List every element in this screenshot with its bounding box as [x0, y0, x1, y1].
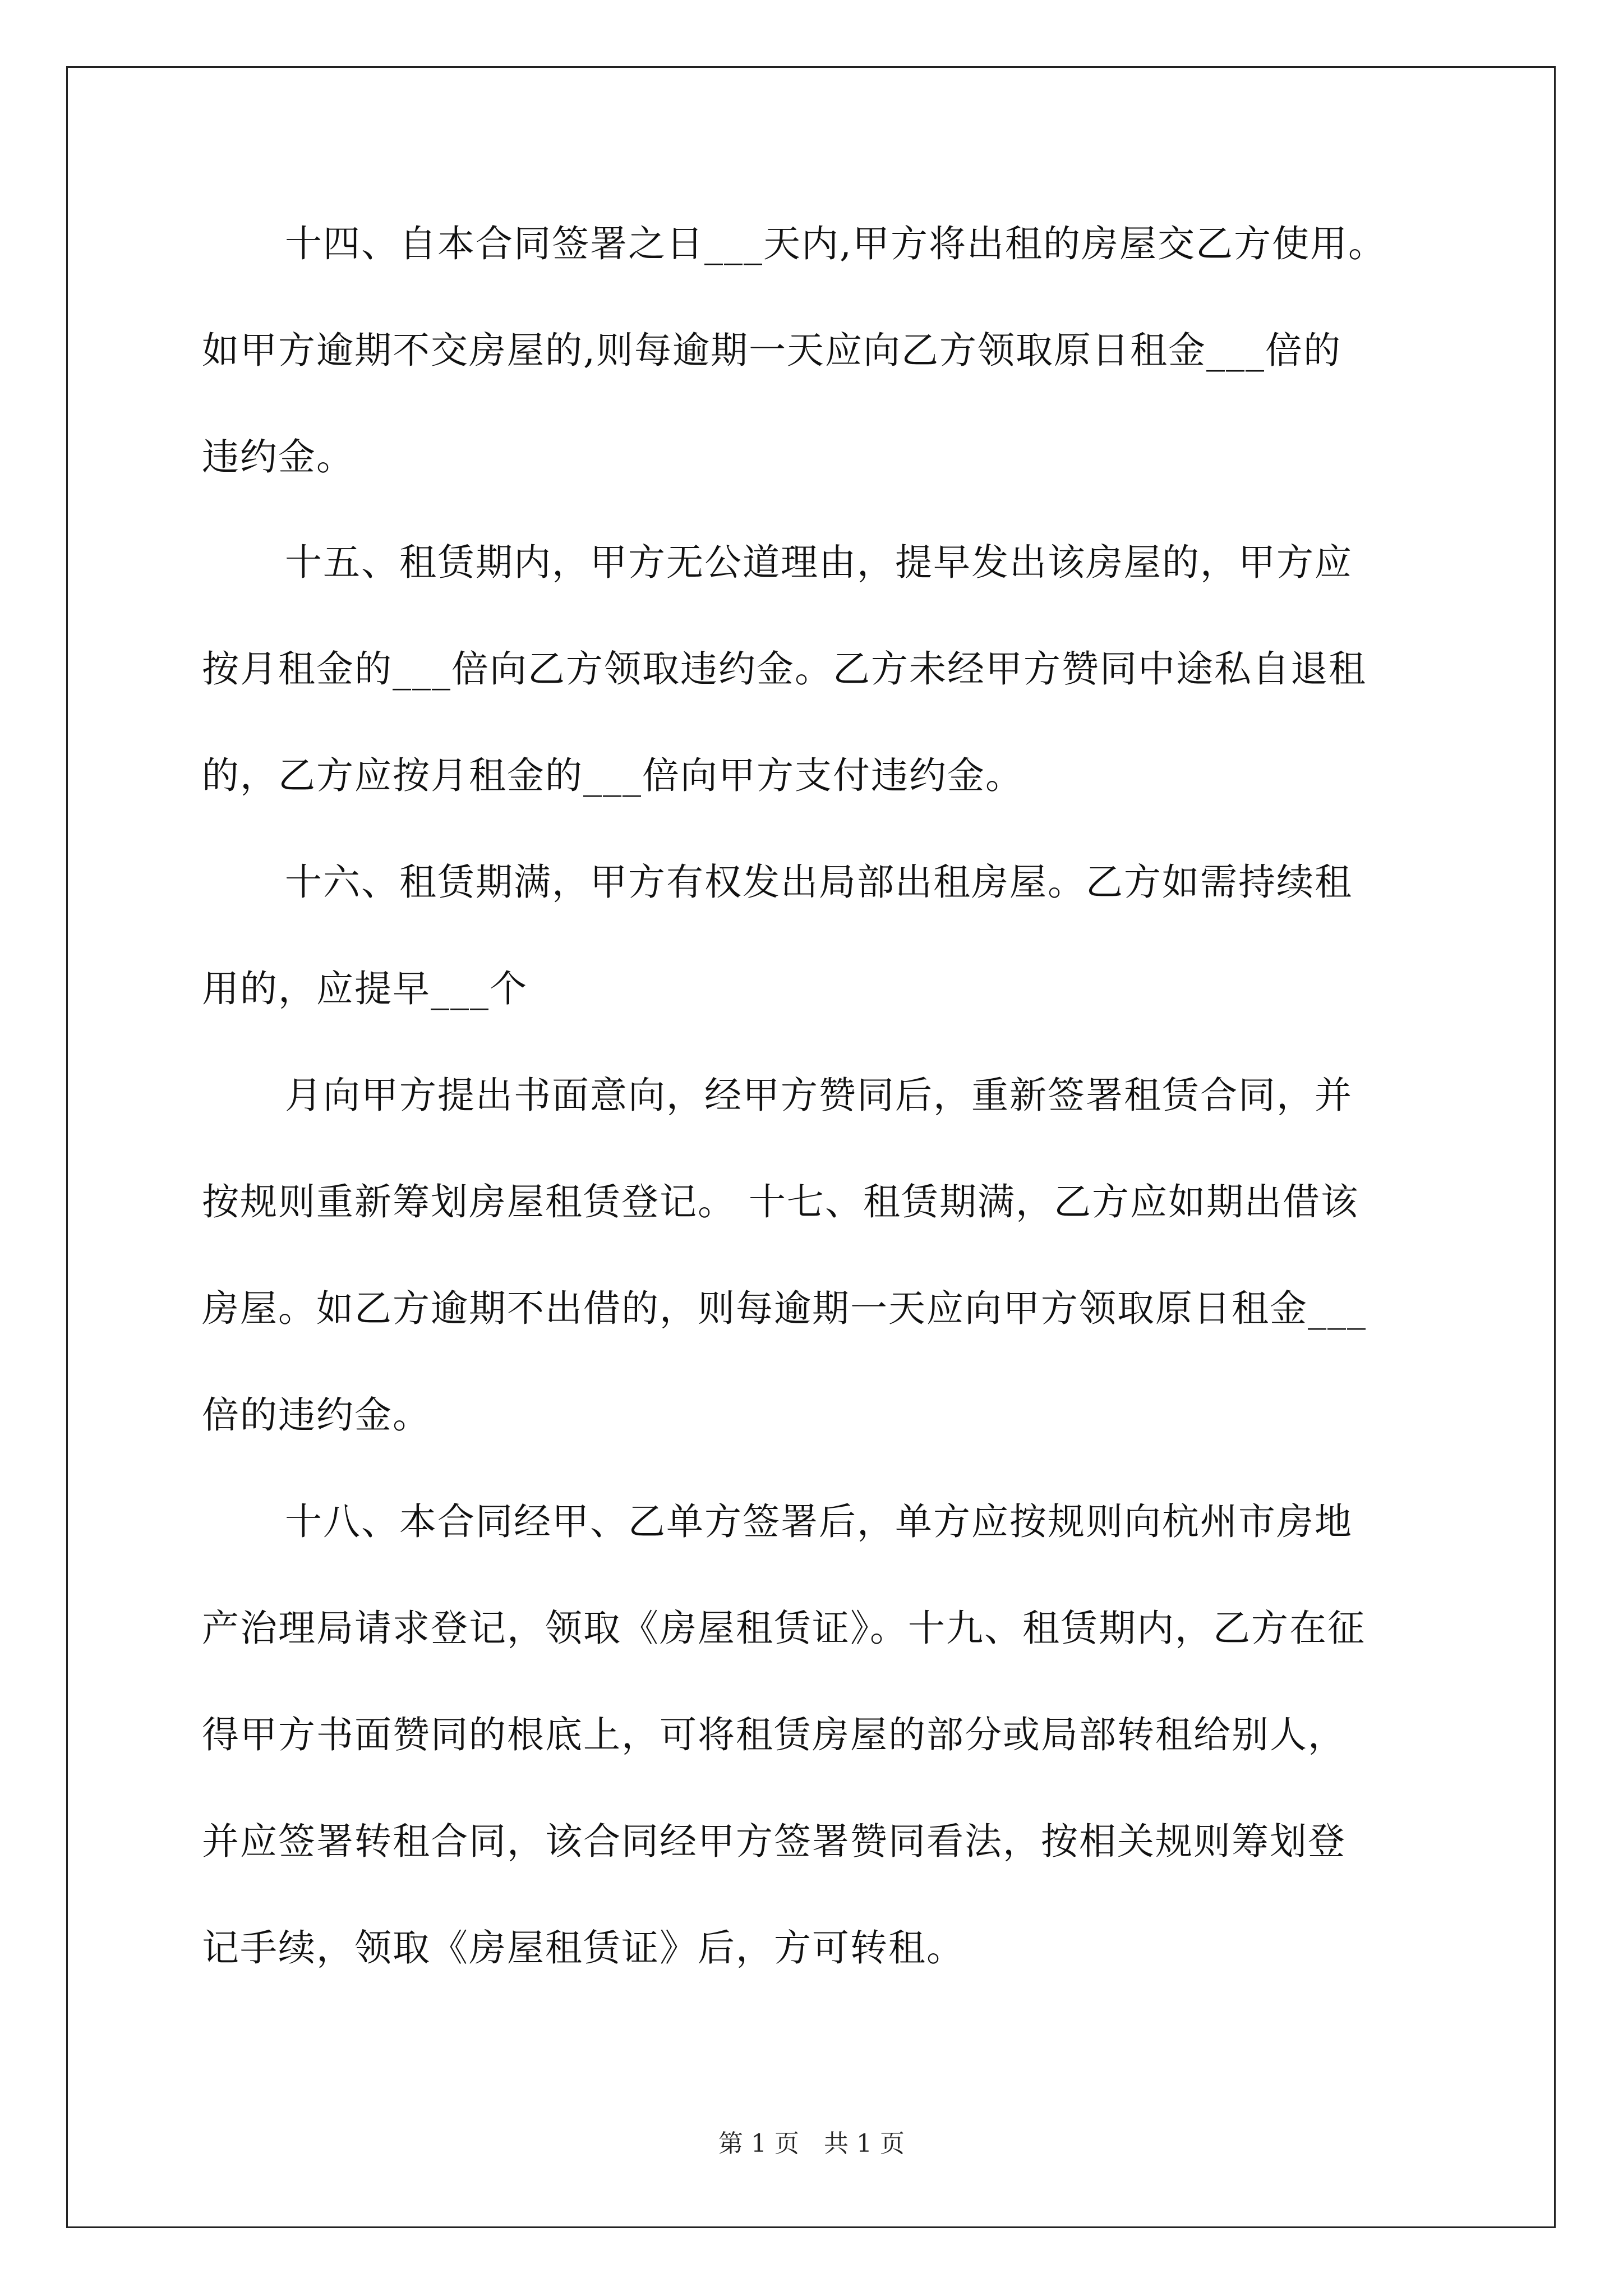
paragraph-15-line-1: 十五、租赁期内，甲方无公道理由，提早发出该房屋的，甲方应 [285, 541, 1353, 584]
paragraph-14-line-3: 违约金。 [202, 435, 354, 478]
paragraph-18-line-2: 产治理局请求登记，领取《房屋租赁证》。十九、租赁期内，乙方在征 [202, 1607, 1366, 1650]
paragraph-16b-line-4: 倍的违约金。 [202, 1393, 431, 1437]
paragraph-16b-line-2: 按规则重新筹划房屋租赁登记。 十七、租赁期满，乙方应如期出借该 [202, 1180, 1359, 1223]
paragraph-15-line-2: 按月租金的___倍向乙方领取违约金。乙方未经甲方赞同中途私自退租 [202, 647, 1367, 691]
paragraph-14-line-1: 十四、自本合同签署之日___天内,甲方将出租的房屋交乙方使用。 [285, 222, 1386, 265]
paragraph-16-line-2: 用的，应提早___个 [202, 967, 528, 1010]
paragraph-18-line-4: 并应签署转租合同，该合同经甲方签署赞同看法，按相关规则筹划登 [202, 1820, 1346, 1863]
paragraph-14-line-2: 如甲方逾期不交房屋的,则每逾期一天应向乙方领取原日租金___倍的 [202, 329, 1341, 372]
page-footer [0, 2127, 1623, 2161]
page-number-current: 第 1 页 [718, 2129, 799, 2158]
page-border [66, 66, 1556, 2228]
paragraph-16b-line-1: 月向甲方提出书面意向，经甲方赞同后，重新签署租赁合同，并 [285, 1074, 1353, 1117]
page-number-total: 共 1 页 [824, 2129, 905, 2158]
paragraph-15-line-3: 的，乙方应按月租金的___倍向甲方支付违约金。 [202, 754, 1023, 797]
paragraph-16b-line-3: 房屋。如乙方逾期不出借的，则每逾期一天应向甲方领取原日租金___ [202, 1287, 1367, 1330]
paragraph-18-line-3: 得甲方书面赞同的根底上，可将租赁房屋的部分或局部转租给别人， [202, 1713, 1346, 1756]
paragraph-16-line-1: 十六、租赁期满，甲方有权发出局部出租房屋。乙方如需持续租 [285, 861, 1353, 904]
paragraph-18-line-1: 十八、本合同经甲、乙单方签署后，单方应按规则向杭州市房地 [285, 1500, 1353, 1543]
paragraph-18-line-5: 记手续，领取《房屋租赁证》后，方可转租。 [202, 1926, 965, 1970]
